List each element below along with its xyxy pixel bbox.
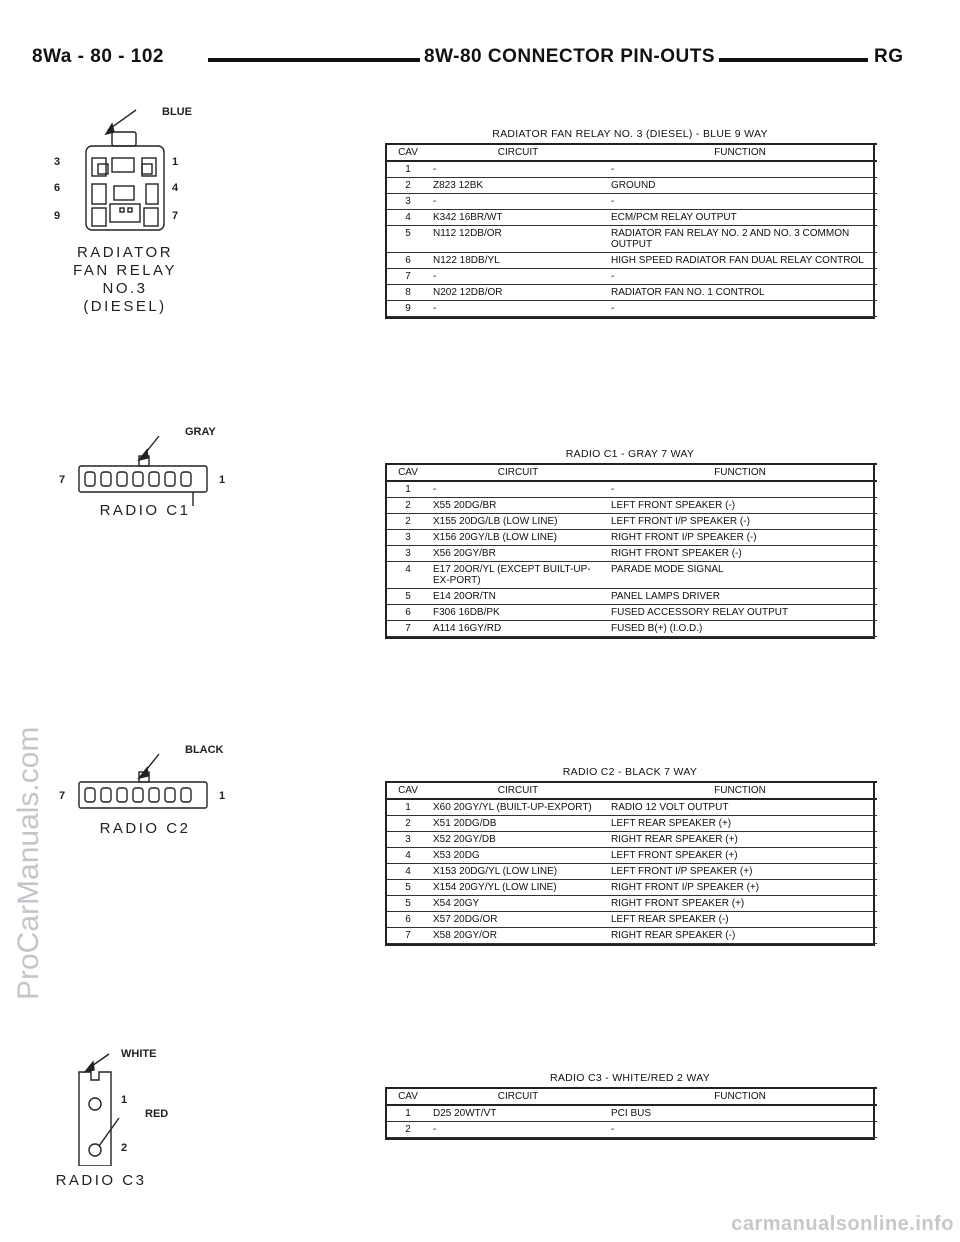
cell-function: LEFT REAR SPEAKER (+) [607, 816, 877, 832]
cell-function: PANEL LAMPS DRIVER [607, 589, 877, 605]
table-row [387, 816, 877, 832]
cell-function: LEFT FRONT SPEAKER (-) [607, 498, 877, 514]
table-title: RADIO C2 - BLACK 7 WAY [562, 766, 698, 778]
table-row [387, 269, 877, 285]
cell-function: - [607, 301, 877, 317]
cell-cav: 8 [387, 285, 429, 301]
cell-function: RIGHT FRONT I/P SPEAKER (+) [607, 880, 877, 896]
cell-circuit: K342 16BR/WT [429, 210, 607, 226]
radio-c3-table [385, 1072, 875, 1140]
cell-circuit: E14 20OR/TN [429, 589, 607, 605]
table-row [387, 832, 877, 848]
table-row [387, 546, 877, 562]
cell-cav: 4 [387, 848, 429, 864]
cell-function: FUSED ACCESSORY RELAY OUTPUT [607, 605, 877, 621]
cell-circuit: X156 20GY/LB (LOW LINE) [429, 530, 607, 546]
radio-c3-pin-1: 1 [121, 1094, 128, 1106]
cell-cav: 4 [387, 562, 429, 589]
table-header-row [387, 464, 877, 481]
fan-relay-pin-9: 9 [54, 210, 61, 222]
cell-cav: 3 [387, 530, 429, 546]
cell-circuit: N202 12DB/OR [429, 285, 607, 301]
page-header [28, 46, 932, 76]
cell-cav: 7 [387, 928, 429, 944]
table-row [387, 1122, 877, 1138]
cell-circuit: X54 20GY [429, 896, 607, 912]
cell-circuit: - [429, 269, 607, 285]
table-row [387, 530, 877, 546]
column-header-function: FUNCTION [607, 1088, 877, 1105]
cell-cav: 2 [387, 178, 429, 194]
cell-function: RIGHT FRONT SPEAKER (-) [607, 546, 877, 562]
fan-relay-name: RADIATOR FAN RELAY NO.3 (DIESEL) [73, 244, 177, 315]
cell-cav: 3 [387, 194, 429, 210]
cell-circuit: X52 20GY/DB [429, 832, 607, 848]
fan-relay-pin-6: 6 [54, 182, 61, 194]
cell-circuit: - [429, 1122, 607, 1138]
pinout-table [387, 781, 877, 944]
table-row [387, 562, 877, 589]
page-reference: 8Wa - 80 - 102 [28, 46, 168, 68]
table-row [387, 161, 877, 178]
fan-relay-pin-3: 3 [54, 156, 61, 168]
cell-circuit: - [429, 301, 607, 317]
column-header-function: FUNCTION [607, 144, 877, 161]
cell-cav: 9 [387, 301, 429, 317]
table-row [387, 912, 877, 928]
cell-circuit: - [429, 194, 607, 210]
radio-c3-color-label: WHITE [121, 1048, 157, 1060]
cell-circuit: D25 20WT/VT [429, 1105, 607, 1122]
cell-cav: 5 [387, 589, 429, 605]
cell-circuit: N112 12DB/OR [429, 226, 607, 253]
cell-cav: 3 [387, 832, 429, 848]
radio-c2-table [385, 766, 875, 946]
table-row [387, 799, 877, 816]
cell-cav: 2 [387, 816, 429, 832]
cell-function: - [607, 194, 877, 210]
cell-cav: 1 [387, 161, 429, 178]
cell-cav: 1 [387, 1105, 429, 1122]
table-row [387, 226, 877, 253]
table-row [387, 896, 877, 912]
cell-cav: 4 [387, 210, 429, 226]
cell-function: - [607, 269, 877, 285]
radiator-fan-relay-table [385, 128, 875, 319]
header-rule-left [208, 58, 428, 62]
radio-c3-name: RADIO C3 [55, 1172, 147, 1189]
cell-cav: 1 [387, 481, 429, 498]
table-row [387, 880, 877, 896]
fan-relay-pin-4: 4 [172, 182, 179, 194]
pinout-table [387, 1087, 877, 1138]
cell-cav: 2 [387, 1122, 429, 1138]
page-title: 8W-80 CONNECTOR PIN-OUTS [420, 46, 719, 68]
table-row [387, 589, 877, 605]
table-row [387, 621, 877, 637]
table-header-row [387, 144, 877, 161]
radio-c2-color-label: BLACK [185, 744, 224, 756]
cell-cav: 6 [387, 912, 429, 928]
cell-function: RADIATOR FAN NO. 1 CONTROL [607, 285, 877, 301]
cell-function: HIGH SPEED RADIATOR FAN DUAL RELAY CONTROL [607, 253, 877, 269]
table-row [387, 481, 877, 498]
fan-relay-pin-7: 7 [172, 210, 179, 222]
cell-cav: 6 [387, 605, 429, 621]
table-title: RADIO C3 - WHITE/RED 2 WAY [549, 1072, 711, 1084]
table-row [387, 285, 877, 301]
table-row [387, 178, 877, 194]
cell-circuit: X51 20DG/DB [429, 816, 607, 832]
cell-circuit: E17 20OR/YL (EXCEPT BUILT-UP-EX-PORT) [429, 562, 607, 589]
cell-cav: 7 [387, 621, 429, 637]
cell-function: - [607, 1122, 877, 1138]
cell-circuit: X56 20GY/BR [429, 546, 607, 562]
table-row [387, 498, 877, 514]
table-row [387, 928, 877, 944]
cell-cav: 2 [387, 498, 429, 514]
section-code: RG [870, 46, 908, 68]
cell-cav: 2 [387, 514, 429, 530]
column-header-function: FUNCTION [607, 464, 877, 481]
radio-c2-pin-1: 1 [219, 790, 226, 802]
table-title: RADIATOR FAN RELAY NO. 3 (DIESEL) - BLUE 9 WAY [492, 128, 768, 140]
cell-function: ECM/PCM RELAY OUTPUT [607, 210, 877, 226]
column-header-circuit: CIRCUIT [429, 782, 607, 799]
column-header-circuit: CIRCUIT [429, 144, 607, 161]
table-row [387, 864, 877, 880]
pinout-table-frame [385, 781, 875, 946]
cell-cav: 5 [387, 896, 429, 912]
cell-cav: 6 [387, 253, 429, 269]
column-header-cav: CAV [387, 144, 429, 161]
cell-function: PCI BUS [607, 1105, 877, 1122]
cell-circuit: X154 20GY/YL (LOW LINE) [429, 880, 607, 896]
cell-function: RADIATOR FAN RELAY NO. 2 AND NO. 3 COMMON OUTPUT [607, 226, 877, 253]
radio-c1-color-label: GRAY [185, 426, 216, 438]
radio-c2-connector-diagram [55, 740, 235, 850]
cell-function: GROUND [607, 178, 877, 194]
cell-function: RIGHT REAR SPEAKER (+) [607, 832, 877, 848]
fan-relay-connector-diagram [50, 100, 200, 320]
cell-function: LEFT FRONT I/P SPEAKER (+) [607, 864, 877, 880]
cell-function: LEFT FRONT I/P SPEAKER (-) [607, 514, 877, 530]
column-header-circuit: CIRCUIT [429, 464, 607, 481]
cell-cav: 3 [387, 546, 429, 562]
radio-c3-connector-diagram [55, 1046, 205, 1196]
pinout-table-frame [385, 143, 875, 319]
pinout-table-frame [385, 1087, 875, 1140]
cell-function: RIGHT REAR SPEAKER (-) [607, 928, 877, 944]
radio-c2-pin-7: 7 [59, 790, 66, 802]
table-header-row [387, 1088, 877, 1105]
table-row [387, 210, 877, 226]
cell-function: LEFT FRONT SPEAKER (+) [607, 848, 877, 864]
radio-c3-color-label-red: RED [145, 1108, 169, 1120]
cell-function: - [607, 481, 877, 498]
radio-c2-name: RADIO C2 [99, 820, 191, 837]
cell-function: RIGHT FRONT I/P SPEAKER (-) [607, 530, 877, 546]
table-row [387, 194, 877, 210]
cell-function: PARADE MODE SIGNAL [607, 562, 877, 589]
table-row [387, 514, 877, 530]
pinout-table-frame [385, 463, 875, 639]
cell-circuit: Z823 12BK [429, 178, 607, 194]
cell-function: RIGHT FRONT SPEAKER (+) [607, 896, 877, 912]
watermark-side: ProCarManuals.com [12, 726, 45, 1000]
cell-circuit: F306 16DB/PK [429, 605, 607, 621]
table-header-row [387, 782, 877, 799]
fan-relay-pin-1: 1 [172, 156, 179, 168]
watermark-bottom: carmanualsonline.info [731, 1213, 954, 1235]
cell-circuit: X58 20GY/OR [429, 928, 607, 944]
column-header-cav: CAV [387, 782, 429, 799]
column-header-cav: CAV [387, 1088, 429, 1105]
cell-circuit: X153 20DG/YL (LOW LINE) [429, 864, 607, 880]
pinout-table [387, 143, 877, 317]
cell-circuit: X53 20DG [429, 848, 607, 864]
cell-circuit: N122 18DB/YL [429, 253, 607, 269]
radio-c1-connector-diagram [55, 420, 235, 530]
column-header-cav: CAV [387, 464, 429, 481]
cell-circuit: X55 20DG/BR [429, 498, 607, 514]
table-row [387, 848, 877, 864]
cell-function: LEFT REAR SPEAKER (-) [607, 912, 877, 928]
cell-function: - [607, 161, 877, 178]
cell-cav: 1 [387, 799, 429, 816]
cell-cav: 7 [387, 269, 429, 285]
cell-cav: 5 [387, 880, 429, 896]
pinout-table [387, 463, 877, 637]
table-row [387, 253, 877, 269]
cell-function: RADIO 12 VOLT OUTPUT [607, 799, 877, 816]
fan-relay-color-label: BLUE [162, 106, 192, 118]
table-row [387, 605, 877, 621]
cell-circuit: - [429, 481, 607, 498]
table-row [387, 1105, 877, 1122]
cell-circuit: A114 16GY/RD [429, 621, 607, 637]
column-header-circuit: CIRCUIT [429, 1088, 607, 1105]
table-title: RADIO C1 - GRAY 7 WAY [565, 448, 695, 460]
radio-c3-pin-2: 2 [121, 1142, 128, 1154]
cell-circuit: - [429, 161, 607, 178]
cell-cav: 5 [387, 226, 429, 253]
cell-circuit: X155 20DG/LB (LOW LINE) [429, 514, 607, 530]
cell-cav: 4 [387, 864, 429, 880]
radio-c1-name: RADIO C1 [99, 502, 191, 519]
table-row [387, 301, 877, 317]
cell-circuit: X57 20DG/OR [429, 912, 607, 928]
cell-circuit: X60 20GY/YL (BUILT-UP-EXPORT) [429, 799, 607, 816]
cell-function: FUSED B(+) (I.O.D.) [607, 621, 877, 637]
column-header-function: FUNCTION [607, 782, 877, 799]
radio-c1-pin-7: 7 [59, 474, 66, 486]
radio-c1-table [385, 448, 875, 639]
radio-c1-pin-1: 1 [219, 474, 226, 486]
radio-c3-connector-icon [55, 1046, 175, 1166]
